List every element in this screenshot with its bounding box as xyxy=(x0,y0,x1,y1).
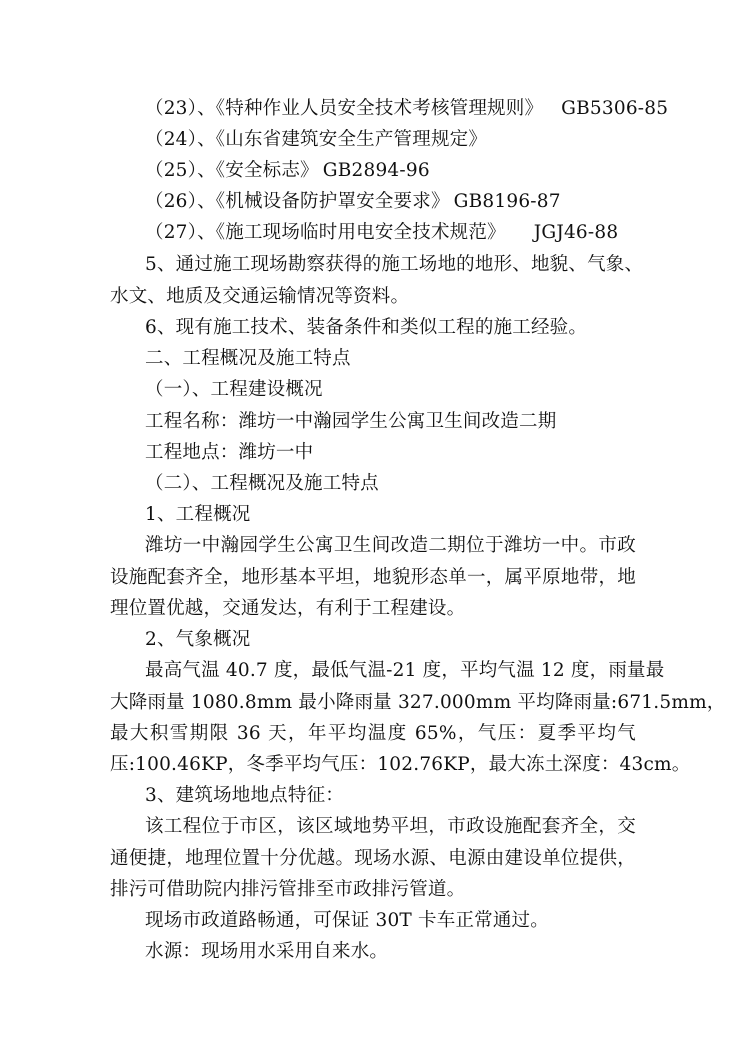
reference-label: （27）、《施工现场临时用电安全技术规范》 xyxy=(145,222,506,243)
reference-24 xyxy=(145,128,487,152)
p2-line2: 大降雨量 1080.8mm 最小降雨量 327.000mm 平均降雨量:671.5mm， xyxy=(110,692,726,713)
reference-label: （24）、《山东省建筑安全生产管理规定》 xyxy=(145,129,488,150)
p2-line3: 最大积雪期限 36 天，年平均温度 65%，气压：夏季平均气 xyxy=(110,723,636,744)
reference-23 xyxy=(145,97,668,121)
section2-title: 二、工程概况及施工特点 xyxy=(145,348,351,369)
p3-line3: 排污可借助院内排污管排至市政排污管道。 xyxy=(110,879,466,900)
water-source: 水源：现场用水采用自来水。 xyxy=(145,941,389,962)
reference-code: GB8196-87 xyxy=(453,191,561,212)
sub1-title: （一）、工程建设概况 xyxy=(145,379,323,400)
item5-line1: 5、通过施工现场勘察获得的施工场地的地形、地貌、气象、 xyxy=(145,254,644,275)
project-site: 工程地点：潍坊一中 xyxy=(145,442,314,463)
item6: 6、现有施工技术、装备条件和类似工程的施工经验。 xyxy=(145,317,588,338)
reference-label: （23）、《特种作业人员安全技术考核管理规则》 xyxy=(145,98,544,119)
reference-code: GB5306-85 xyxy=(561,98,669,119)
p2-line1: 最高气温 40.7 度，最低气温-21 度，平均气温 12 度，雨量最 xyxy=(145,660,665,681)
p1-line3: 理位置优越，交通发达，有利于工程建设。 xyxy=(110,598,466,619)
heading-project-overview: 1、工程概况 xyxy=(145,504,251,525)
reference-25 xyxy=(145,159,430,183)
reference-code: GB2894-96 xyxy=(322,160,430,181)
heading-site-features: 3、建筑场地地点特征： xyxy=(145,785,344,806)
p2-line4: 压:100.46KP，冬季平均气压：102.76KP，最大冻土深度：43cm。 xyxy=(110,754,691,775)
reference-label: （25）、《安全标志》 xyxy=(145,160,319,181)
project-name: 工程名称：潍坊一中瀚园学生公寓卫生间改造二期 xyxy=(145,411,557,432)
p1-line2: 设施配套齐全，地形基本平坦，地貌形态单一，属平原地带，地 xyxy=(110,567,636,588)
p3-line2: 通便捷，地理位置十分优越。现场水源、电源由建设单位提供， xyxy=(110,848,636,869)
item5-line2: 水文、地质及交通运输情况等资料。 xyxy=(110,286,410,307)
road-note: 现场市政道路畅通，可保证 30T 卡车正常通过。 xyxy=(145,910,549,931)
heading-climate: 2、气象概况 xyxy=(145,629,251,650)
reference-27 xyxy=(145,221,618,245)
p1-line1: 潍坊一中瀚园学生公寓卫生间改造二期位于潍坊一中。市政 xyxy=(145,535,636,556)
reference-code: JGJ46-88 xyxy=(533,222,619,243)
reference-label: （26）、《机械设备防护罩安全要求》 xyxy=(145,191,450,212)
sub2-title: （二）、工程概况及施工特点 xyxy=(145,473,379,494)
p3-line1: 该工程位于市区，该区域地势平坦，市政设施配套齐全，交 xyxy=(145,816,636,837)
reference-26 xyxy=(145,190,561,214)
